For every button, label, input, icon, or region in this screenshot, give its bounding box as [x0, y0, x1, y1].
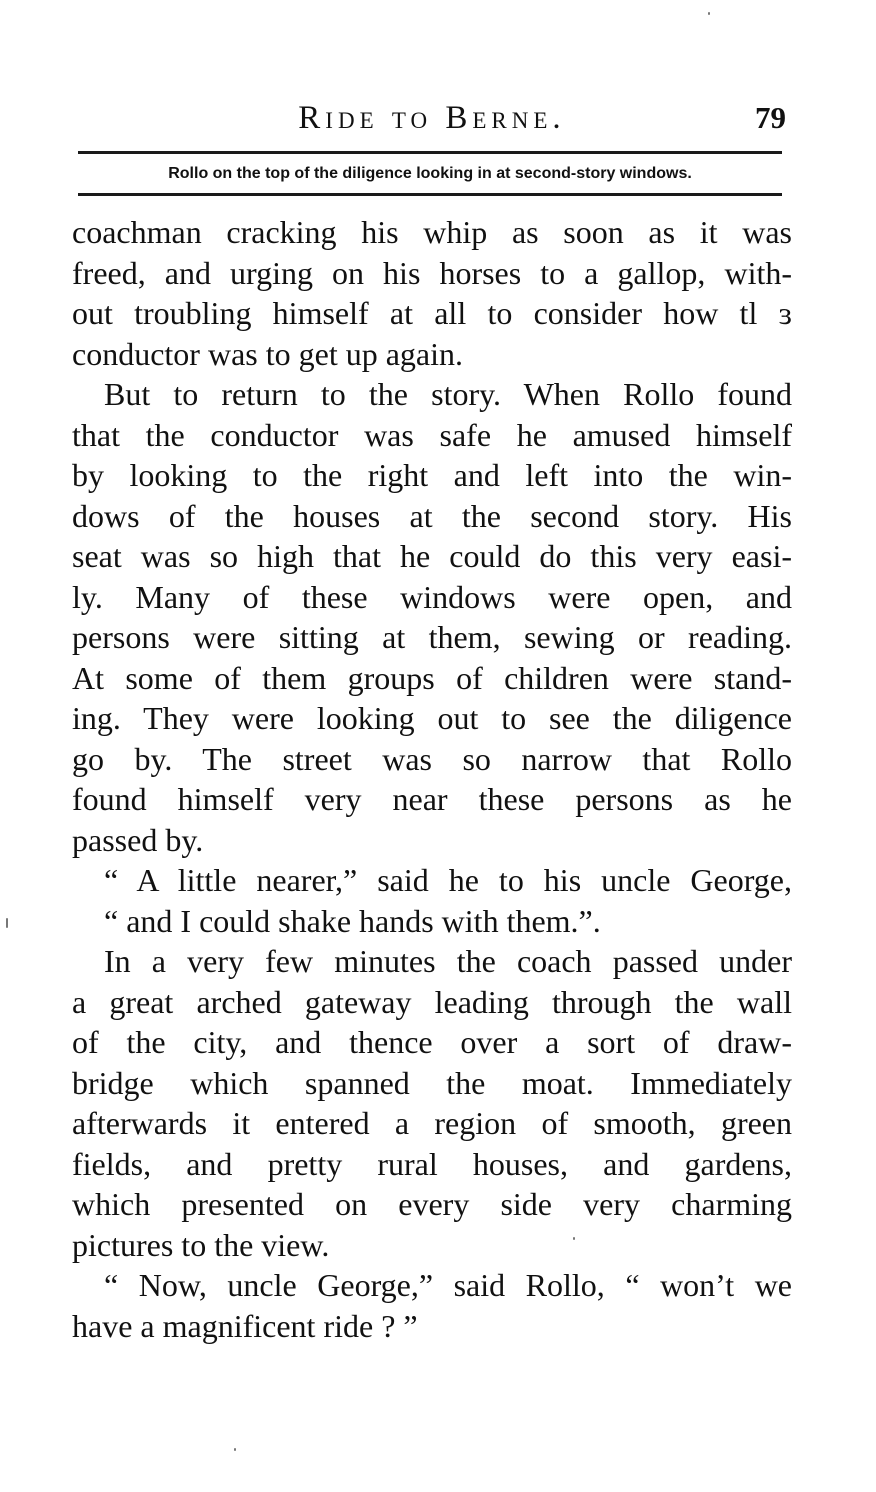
text-line: coachman cracking his whip as soon as it was	[72, 214, 792, 250]
text-line: have a magnificent ride ? ”	[72, 1307, 418, 1344]
text-line: dows of the houses at the second story. His	[72, 497, 792, 534]
paragraph-start-line: “ A little nearer,” said he to his uncle George,	[104, 862, 792, 898]
paragraph-start-line: “ Now, uncle George,” said Rollo, “ won’t we	[104, 1267, 792, 1303]
text-line: ly. Many of these windows were open, and	[72, 578, 792, 615]
body-text	[72, 212, 792, 1346]
text-line: a great arched gateway leading through the wall	[72, 983, 792, 1020]
running-title: Ride to Berne.	[298, 100, 566, 136]
text-line: by looking to the right and left into the win-	[72, 457, 792, 493]
text-line: freed, and urging on his horses to a gallop, with-	[72, 254, 792, 291]
text-line: bridge which spanned the moat. Immediately	[72, 1064, 792, 1101]
text-line: that the conductor was safe he amused himself	[72, 416, 792, 453]
text-line: out troubling himself at all to consider how tl ɜ	[72, 295, 792, 331]
header-rule-bottom	[78, 193, 782, 196]
paragraph-start-line: But to return to the story. When Rollo found	[104, 376, 792, 412]
text-line: go by. The street was so narrow that Rollo	[72, 740, 792, 777]
text-line: persons were sitting at them, sewing or reading.	[72, 619, 792, 655]
topic-line: Rollo on the top of the diligence looking in at second-story windows.	[168, 165, 692, 182]
text-line: “ and I could shake hands with them.”.	[104, 902, 601, 939]
text-line: seat was so high that he could do this very easi-	[72, 538, 792, 574]
text-line: ing. They were looking out to see the diligence	[72, 700, 792, 736]
text-line: which presented on every side very charming	[72, 1186, 792, 1222]
text-line: pictures to the view.	[72, 1226, 330, 1263]
paragraph-start-line: In a very few minutes the coach passed under	[104, 943, 792, 979]
running-head	[72, 96, 792, 140]
header-rule-top	[78, 151, 782, 154]
text-line: fields, and pretty rural houses, and gardens,	[72, 1145, 792, 1182]
text-line: afterwards it entered a region of smooth, green	[72, 1105, 792, 1141]
scan-speck	[708, 12, 710, 15]
page-number: 79	[755, 100, 786, 135]
scan-speck	[573, 1237, 575, 1240]
text-line: found himself very near these persons as he	[72, 781, 792, 817]
text-line: conductor was to get up again.	[72, 335, 463, 372]
text-line: passed by.	[72, 821, 204, 858]
scan-speck	[234, 1448, 236, 1451]
scan-speck	[6, 918, 8, 928]
text-line: At some of them groups of children were stand-	[72, 659, 792, 696]
text-line: of the city, and thence over a sort of draw-	[72, 1024, 792, 1060]
